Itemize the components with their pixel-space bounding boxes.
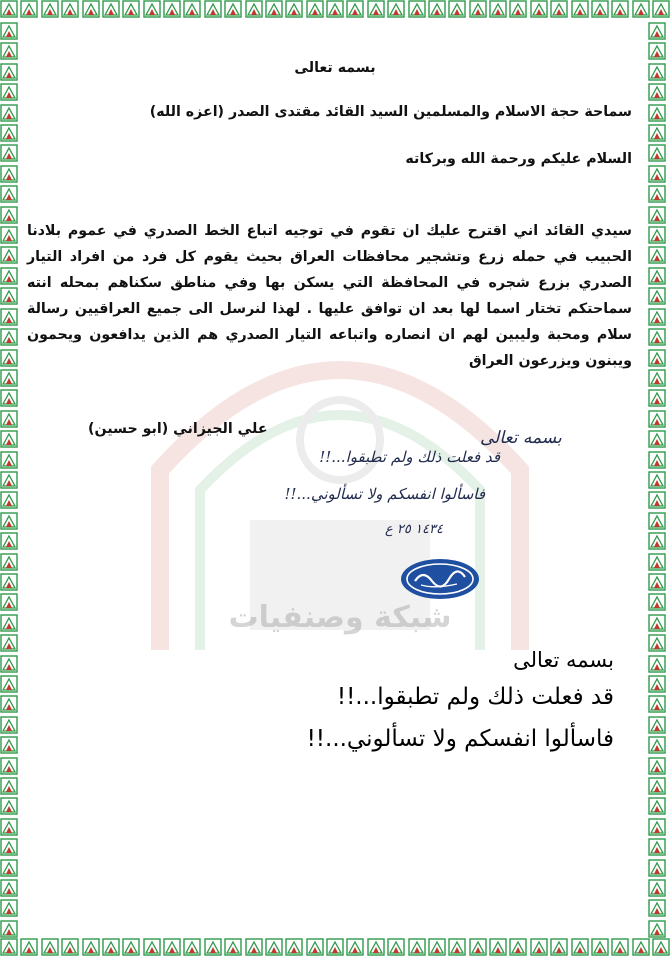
border-ornament bbox=[648, 777, 666, 795]
seal-stamp bbox=[399, 557, 481, 601]
border-ornament bbox=[489, 938, 507, 956]
border-ornament bbox=[0, 83, 18, 101]
border-ornament bbox=[0, 206, 18, 224]
border-ornament bbox=[306, 938, 324, 956]
border-ornament bbox=[648, 165, 666, 183]
border-ornament bbox=[648, 675, 666, 693]
border-ornament bbox=[0, 144, 18, 162]
border-ornament bbox=[648, 491, 666, 509]
border-ornament bbox=[648, 859, 666, 877]
handwritten-line-3: فاسألوا انفسكم ولا تسألوني...!! bbox=[284, 485, 485, 503]
border-ornament bbox=[448, 938, 466, 956]
border-ornament bbox=[285, 938, 303, 956]
border-ornament bbox=[428, 0, 446, 18]
border-ornament bbox=[648, 716, 666, 734]
border-ornament bbox=[648, 185, 666, 203]
border-ornament bbox=[122, 938, 140, 956]
border-ornament bbox=[346, 0, 364, 18]
border-ornament bbox=[648, 573, 666, 591]
border-ornament bbox=[367, 938, 385, 956]
border-ornament bbox=[648, 532, 666, 550]
border-ornament bbox=[0, 287, 18, 305]
border-ornament bbox=[632, 0, 650, 18]
border-ornament bbox=[245, 938, 263, 956]
border-ornament bbox=[0, 716, 18, 734]
border-ornament bbox=[0, 777, 18, 795]
border-ornament bbox=[648, 308, 666, 326]
border-ornament bbox=[0, 308, 18, 326]
border-ornament bbox=[611, 0, 629, 18]
border-ornament bbox=[0, 451, 18, 469]
border-ornament bbox=[387, 0, 405, 18]
border-ornament bbox=[648, 83, 666, 101]
border-ornament bbox=[648, 736, 666, 754]
border-ornament bbox=[326, 938, 344, 956]
border-ornament bbox=[0, 553, 18, 571]
border-ornament bbox=[648, 899, 666, 917]
border-ornament bbox=[0, 165, 18, 183]
border-ornament bbox=[61, 0, 79, 18]
border-ornament bbox=[571, 938, 589, 956]
border-ornament bbox=[648, 451, 666, 469]
reply-line-1: بسمه تعالى bbox=[513, 648, 614, 672]
border-ornament bbox=[224, 938, 242, 956]
decorative-border-top bbox=[0, 0, 670, 22]
border-ornament bbox=[648, 369, 666, 387]
border-ornament bbox=[652, 938, 670, 956]
border-ornament bbox=[571, 0, 589, 18]
border-ornament bbox=[0, 757, 18, 775]
border-ornament bbox=[648, 42, 666, 60]
border-ornament bbox=[648, 206, 666, 224]
border-ornament bbox=[648, 879, 666, 897]
border-ornament bbox=[0, 920, 18, 938]
border-ornament bbox=[346, 938, 364, 956]
reply-line-3: فاسألوا انفسكم ولا تسألوني...!! bbox=[306, 726, 614, 752]
border-ornament bbox=[648, 22, 666, 40]
border-ornament bbox=[469, 0, 487, 18]
border-ornament bbox=[550, 938, 568, 956]
border-ornament bbox=[648, 838, 666, 856]
handwritten-date: ١٤٣٤ ٢٥ ع bbox=[385, 522, 443, 537]
letter-heading: بسمه تعالى bbox=[294, 60, 376, 76]
border-ornament bbox=[0, 736, 18, 754]
handwritten-line-2: قد فعلت ذلك ولم تطبقوا...!! bbox=[319, 448, 500, 466]
border-ornament bbox=[530, 0, 548, 18]
border-ornament bbox=[408, 938, 426, 956]
border-ornament bbox=[0, 471, 18, 489]
border-ornament bbox=[41, 0, 59, 18]
border-ornament bbox=[0, 42, 18, 60]
border-ornament bbox=[648, 104, 666, 122]
border-ornament bbox=[648, 246, 666, 264]
border-ornament bbox=[102, 0, 120, 18]
border-ornament bbox=[550, 0, 568, 18]
decorative-border-left bbox=[0, 22, 22, 938]
border-ornament bbox=[648, 797, 666, 815]
border-ornament bbox=[224, 0, 242, 18]
border-ornament bbox=[0, 899, 18, 917]
border-ornament bbox=[648, 471, 666, 489]
border-ornament bbox=[648, 818, 666, 836]
border-ornament bbox=[0, 634, 18, 652]
border-ornament bbox=[648, 757, 666, 775]
border-ornament bbox=[509, 938, 527, 956]
border-ornament bbox=[648, 287, 666, 305]
border-ornament bbox=[428, 938, 446, 956]
border-ornament bbox=[265, 938, 283, 956]
border-ornament bbox=[0, 491, 18, 509]
border-ornament bbox=[367, 0, 385, 18]
letter-body: سيدي القائد اني اقترح عليك ان تقوم في توجيه اتباع الخط الصدري في عموم بلادنا الحبيب في حمله زرع وتشجير محافظات العراق بحيث يقوم كل فرد من افراد التيار الصدري بزرع شجره في المحافظة التي يسكن بها وفي مناطق سكناهم بمحله انته سماحتكم تختار اسما لها بعد ان توافق عليها . لهذا لنرسل الى جميع العراقيين رسالة سلام ومحبة وليبين لهم ان انصاره واتباعه التيار الصدري هم الذين يدافعون ويحمون ويبنون ويزرعون العراق bbox=[27, 223, 632, 369]
border-ornament bbox=[0, 328, 18, 346]
border-ornament bbox=[0, 614, 18, 632]
border-ornament bbox=[265, 0, 283, 18]
border-ornament bbox=[163, 0, 181, 18]
border-ornament bbox=[0, 818, 18, 836]
border-ornament bbox=[648, 349, 666, 367]
handwritten-line-1: بسمه تعالى bbox=[480, 428, 562, 448]
border-ornament bbox=[0, 430, 18, 448]
border-ornament bbox=[648, 655, 666, 673]
border-ornament bbox=[0, 124, 18, 142]
border-ornament bbox=[648, 920, 666, 938]
border-ornament bbox=[387, 938, 405, 956]
border-ornament bbox=[489, 0, 507, 18]
border-ornament bbox=[652, 0, 670, 18]
border-ornament bbox=[0, 410, 18, 428]
border-ornament bbox=[183, 938, 201, 956]
border-ornament bbox=[0, 104, 18, 122]
border-ornament bbox=[143, 0, 161, 18]
border-ornament bbox=[648, 634, 666, 652]
decorative-border-right bbox=[648, 22, 670, 938]
border-ornament bbox=[0, 389, 18, 407]
border-ornament bbox=[0, 655, 18, 673]
border-ornament bbox=[648, 512, 666, 530]
border-ornament bbox=[0, 369, 18, 387]
border-ornament bbox=[0, 185, 18, 203]
border-ornament bbox=[61, 938, 79, 956]
border-ornament bbox=[0, 879, 18, 897]
decorative-border-bottom bbox=[0, 938, 670, 960]
border-ornament bbox=[20, 0, 38, 18]
border-ornament bbox=[648, 328, 666, 346]
border-ornament bbox=[648, 410, 666, 428]
border-ornament bbox=[0, 593, 18, 611]
border-ornament bbox=[0, 226, 18, 244]
border-ornament bbox=[285, 0, 303, 18]
border-ornament bbox=[648, 226, 666, 244]
border-ornament bbox=[245, 0, 263, 18]
border-ornament bbox=[469, 938, 487, 956]
border-ornament bbox=[408, 0, 426, 18]
border-ornament bbox=[0, 573, 18, 591]
border-ornament bbox=[0, 246, 18, 264]
border-ornament bbox=[591, 938, 609, 956]
border-ornament bbox=[0, 349, 18, 367]
watermark-text: شبكة وصنفيات bbox=[228, 600, 452, 635]
border-ornament bbox=[648, 144, 666, 162]
border-ornament bbox=[509, 0, 527, 18]
border-ornament bbox=[648, 614, 666, 632]
border-ornament bbox=[204, 0, 222, 18]
border-ornament bbox=[648, 124, 666, 142]
border-ornament bbox=[648, 389, 666, 407]
border-ornament bbox=[648, 553, 666, 571]
border-ornament bbox=[448, 0, 466, 18]
border-ornament bbox=[0, 797, 18, 815]
border-ornament bbox=[122, 0, 140, 18]
border-ornament bbox=[326, 0, 344, 18]
border-ornament bbox=[183, 0, 201, 18]
border-ornament bbox=[0, 22, 18, 40]
border-ornament bbox=[41, 938, 59, 956]
border-ornament bbox=[648, 695, 666, 713]
border-ornament bbox=[0, 0, 18, 18]
border-ornament bbox=[648, 430, 666, 448]
border-ornament bbox=[648, 593, 666, 611]
letter-signature: علي الجيزاني (ابو حسين) bbox=[88, 421, 268, 437]
border-ornament bbox=[0, 859, 18, 877]
border-ornament bbox=[204, 938, 222, 956]
border-ornament bbox=[163, 938, 181, 956]
border-ornament bbox=[648, 267, 666, 285]
border-ornament bbox=[143, 938, 161, 956]
border-ornament bbox=[0, 532, 18, 550]
reply-line-2: قد فعلت ذلك ولم تطبقوا...!! bbox=[336, 684, 614, 710]
border-ornament bbox=[20, 938, 38, 956]
border-ornament bbox=[102, 938, 120, 956]
border-ornament bbox=[82, 938, 100, 956]
border-ornament bbox=[82, 0, 100, 18]
border-ornament bbox=[0, 267, 18, 285]
border-ornament bbox=[611, 938, 629, 956]
border-ornament bbox=[0, 675, 18, 693]
border-ornament bbox=[632, 938, 650, 956]
border-ornament bbox=[0, 938, 18, 956]
border-ornament bbox=[530, 938, 548, 956]
border-ornament bbox=[0, 512, 18, 530]
border-ornament bbox=[591, 0, 609, 18]
border-ornament bbox=[0, 838, 18, 856]
letter-greeting: السلام عليكم ورحمة الله وبركاته bbox=[405, 151, 632, 167]
letter-addressee: سماحة حجة الاسلام والمسلمين السيد القائد مقتدى الصدر (اعزه الله) bbox=[149, 104, 632, 120]
border-ornament bbox=[306, 0, 324, 18]
border-ornament bbox=[0, 695, 18, 713]
